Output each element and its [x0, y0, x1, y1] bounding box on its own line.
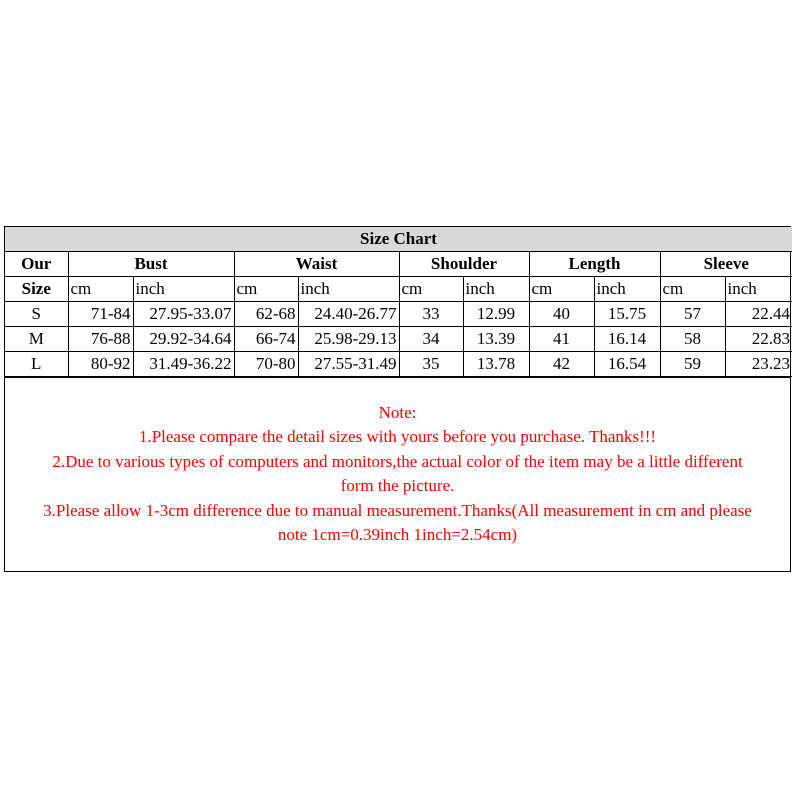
- notes-section: [5, 377, 790, 571]
- group-header-row: [5, 251, 792, 276]
- shoulder-inch-value: 13.39: [463, 326, 529, 351]
- bust-cm-value: 71-84: [68, 301, 133, 326]
- length-inch-value: 16.54: [594, 351, 660, 376]
- length-inch-unit: inch: [594, 276, 660, 301]
- shoulder-inch-unit: inch: [463, 276, 529, 301]
- size-label: M: [5, 326, 68, 351]
- size-label: L: [5, 351, 68, 376]
- size-chart-table: [5, 227, 792, 377]
- waist-header: Waist: [234, 251, 399, 276]
- bust-cm-value: 76-88: [68, 326, 133, 351]
- sleeve-cm-unit: cm: [660, 276, 725, 301]
- sleeve-inch-value: 22.44: [725, 301, 792, 326]
- bust-inch-unit: inch: [133, 276, 234, 301]
- note-line-1: 1.Please compare the detail sizes with yours before you purchase. Thanks!!!: [138, 427, 657, 446]
- our-size-header-top: Our: [5, 251, 68, 276]
- length-cm-value: 41: [529, 326, 594, 351]
- shoulder-inch-value: 12.99: [463, 301, 529, 326]
- length-header: Length: [529, 251, 660, 276]
- waist-inch-value: 27.55-31.49: [298, 351, 399, 376]
- sleeve-cm-value: 57: [660, 301, 725, 326]
- waist-cm-value: 66-74: [234, 326, 298, 351]
- bust-cm-value: 80-92: [68, 351, 133, 376]
- waist-cm-value: 62-68: [234, 301, 298, 326]
- sleeve-header: Sleeve: [660, 251, 792, 276]
- sleeve-inch-value: 23.23: [725, 351, 792, 376]
- length-cm-value: 40: [529, 301, 594, 326]
- note-line-3b: note 1cm=0.39inch 1inch=2.54cm): [277, 525, 518, 544]
- table-row: [5, 351, 792, 376]
- length-cm-value: 42: [529, 351, 594, 376]
- shoulder-cm-value: 34: [399, 326, 463, 351]
- waist-inch-unit: inch: [298, 276, 399, 301]
- note-heading: Note:: [378, 402, 417, 422]
- shoulder-cm-unit: cm: [399, 276, 463, 301]
- shoulder-cm-value: 35: [399, 351, 463, 376]
- waist-cm-value: 70-80: [234, 351, 298, 376]
- size-chart-title: Size Chart: [5, 227, 792, 251]
- bust-inch-value: 29.92-34.64: [133, 326, 234, 351]
- sleeve-cm-value: 58: [660, 326, 725, 351]
- waist-cm-unit: cm: [234, 276, 298, 301]
- size-label: S: [5, 301, 68, 326]
- sleeve-inch-unit: inch: [725, 276, 792, 301]
- length-cm-unit: cm: [529, 276, 594, 301]
- note-line-3a: 3.Please allow 1-3cm difference due to manual measurement.Thanks(All measurement in cm and please: [43, 500, 752, 520]
- waist-inch-value: 25.98-29.13: [298, 326, 399, 351]
- unit-header-row: [5, 276, 792, 301]
- shoulder-cm-value: 33: [399, 301, 463, 326]
- size-chart-sheet: [4, 226, 791, 572]
- length-inch-value: 15.75: [594, 301, 660, 326]
- table-row: [5, 326, 792, 351]
- bust-header: Bust: [68, 251, 234, 276]
- note-line-2a: 2.Due to various types of computers and monitors,the actual color of the item may be a little different: [52, 451, 743, 471]
- waist-inch-value: 24.40-26.77: [298, 301, 399, 326]
- shoulder-inch-value: 13.78: [463, 351, 529, 376]
- length-inch-value: 16.14: [594, 326, 660, 351]
- our-size-header-bottom: Size: [5, 276, 68, 301]
- bust-inch-value: 27.95-33.07: [133, 301, 234, 326]
- bust-cm-unit: cm: [68, 276, 133, 301]
- bust-inch-value: 31.49-36.22: [133, 351, 234, 376]
- table-row: [5, 301, 792, 326]
- note-line-2b: form the picture.: [340, 476, 455, 495]
- sleeve-cm-value: 59: [660, 351, 725, 376]
- title-row: [5, 227, 792, 251]
- sleeve-inch-value: 22.83: [725, 326, 792, 351]
- shoulder-header: Shoulder: [399, 251, 529, 276]
